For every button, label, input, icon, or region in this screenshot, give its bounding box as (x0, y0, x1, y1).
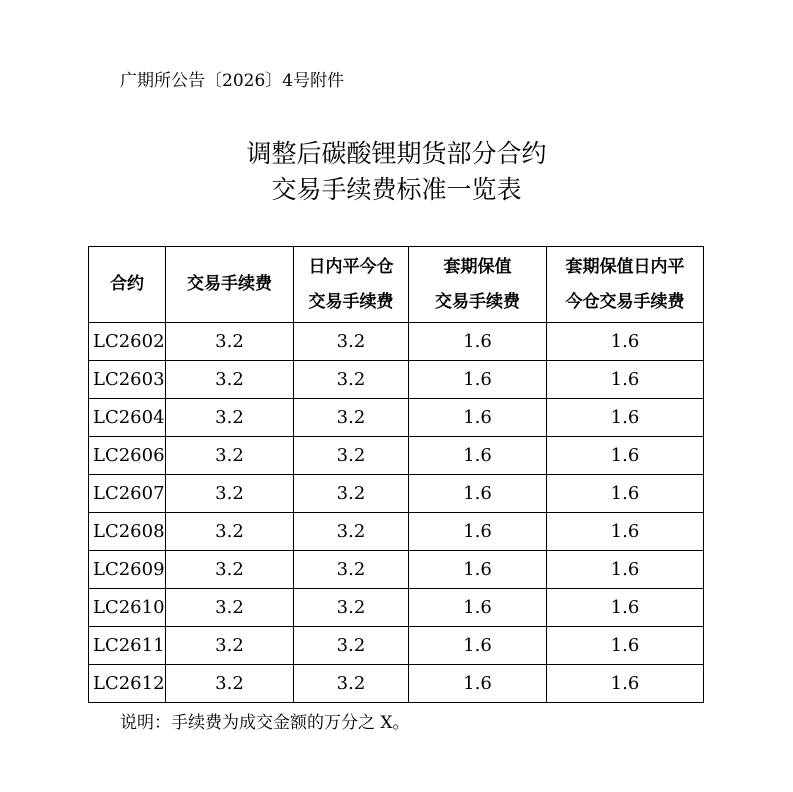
table-row (89, 475, 704, 513)
table-header-row (89, 247, 704, 323)
cell-hedging-intraday-close-fee: 1.6 (547, 361, 704, 399)
document-title-line-1: 调整后碳酸锂期货部分合约 (246, 139, 547, 168)
cell-hedging-intraday-close-fee: 1.6 (547, 665, 704, 703)
cell-hedging-intraday-close-fee: 1.6 (547, 513, 704, 551)
cell-intraday-close-fee: 3.2 (294, 627, 409, 665)
attachment-note: 广期所公告〔2026〕4号附件 (120, 71, 345, 91)
header-line: 日内平今仓 (308, 256, 394, 277)
header-hedging-intraday-close-fee (547, 247, 704, 323)
cell-hedging-fee: 1.6 (409, 589, 547, 627)
cell-hedging-intraday-close-fee: 1.6 (547, 323, 704, 361)
cell-hedging-intraday-close-fee: 1.6 (547, 627, 704, 665)
cell-trading-fee: 3.2 (166, 513, 294, 551)
header-line: 交易手续费 (187, 274, 272, 294)
cell-contract: LC2612 (89, 665, 166, 703)
footnote: 说明：手续费为成交金额的万分之 X。 (120, 713, 410, 733)
header-line: 交易手续费 (435, 291, 520, 312)
cell-intraday-close-fee: 3.2 (294, 437, 409, 475)
cell-hedging-intraday-close-fee: 1.6 (547, 399, 704, 437)
cell-trading-fee: 3.2 (166, 627, 294, 665)
cell-hedging-fee: 1.6 (409, 513, 547, 551)
header-hedging-fee (409, 247, 547, 323)
table-row (89, 323, 704, 361)
cell-contract: LC2603 (89, 361, 166, 399)
table-row (89, 589, 704, 627)
cell-hedging-fee: 1.6 (409, 399, 547, 437)
cell-hedging-fee: 1.6 (409, 323, 547, 361)
cell-intraday-close-fee: 3.2 (294, 665, 409, 703)
cell-trading-fee: 3.2 (166, 437, 294, 475)
table-row (89, 361, 704, 399)
cell-contract: LC2611 (89, 627, 166, 665)
cell-hedging-fee: 1.6 (409, 665, 547, 703)
cell-trading-fee: 3.2 (166, 551, 294, 589)
cell-contract: LC2602 (89, 323, 166, 361)
cell-intraday-close-fee: 3.2 (294, 399, 409, 437)
cell-hedging-intraday-close-fee: 1.6 (547, 589, 704, 627)
cell-hedging-fee: 1.6 (409, 551, 547, 589)
cell-hedging-intraday-close-fee: 1.6 (547, 437, 704, 475)
table-row (89, 513, 704, 551)
cell-hedging-fee: 1.6 (409, 475, 547, 513)
cell-hedging-fee: 1.6 (409, 361, 547, 399)
cell-trading-fee: 3.2 (166, 361, 294, 399)
cell-trading-fee: 3.2 (166, 665, 294, 703)
cell-hedging-fee: 1.6 (409, 437, 547, 475)
cell-trading-fee: 3.2 (166, 399, 294, 437)
header-line: 合约 (110, 274, 144, 294)
header-contract (89, 247, 166, 323)
header-line: 套期保值 (443, 256, 512, 277)
cell-intraday-close-fee: 3.2 (294, 551, 409, 589)
table-row (89, 665, 704, 703)
cell-hedging-intraday-close-fee: 1.6 (547, 551, 704, 589)
cell-intraday-close-fee: 3.2 (294, 475, 409, 513)
table-row (89, 551, 704, 589)
table-row (89, 627, 704, 665)
cell-contract: LC2610 (89, 589, 166, 627)
cell-contract: LC2607 (89, 475, 166, 513)
cell-intraday-close-fee: 3.2 (294, 361, 409, 399)
fee-table (88, 246, 704, 703)
table-row (89, 399, 704, 437)
cell-trading-fee: 3.2 (166, 475, 294, 513)
cell-intraday-close-fee: 3.2 (294, 323, 409, 361)
cell-intraday-close-fee: 3.2 (294, 589, 409, 627)
cell-intraday-close-fee: 3.2 (294, 513, 409, 551)
header-line: 套期保值日内平 (565, 256, 685, 277)
cell-contract: LC2604 (89, 399, 166, 437)
header-intraday-close-fee (294, 247, 409, 323)
cell-trading-fee: 3.2 (166, 589, 294, 627)
header-line: 交易手续费 (308, 291, 394, 312)
cell-trading-fee: 3.2 (166, 323, 294, 361)
cell-contract: LC2608 (89, 513, 166, 551)
cell-hedging-intraday-close-fee: 1.6 (547, 475, 704, 513)
header-trading-fee (166, 247, 294, 323)
header-line: 今仓交易手续费 (565, 291, 685, 312)
cell-contract: LC2606 (89, 437, 166, 475)
document-title-line-2: 交易手续费标准一览表 (271, 175, 522, 204)
cell-contract: LC2609 (89, 551, 166, 589)
cell-hedging-fee: 1.6 (409, 627, 547, 665)
table-row (89, 437, 704, 475)
